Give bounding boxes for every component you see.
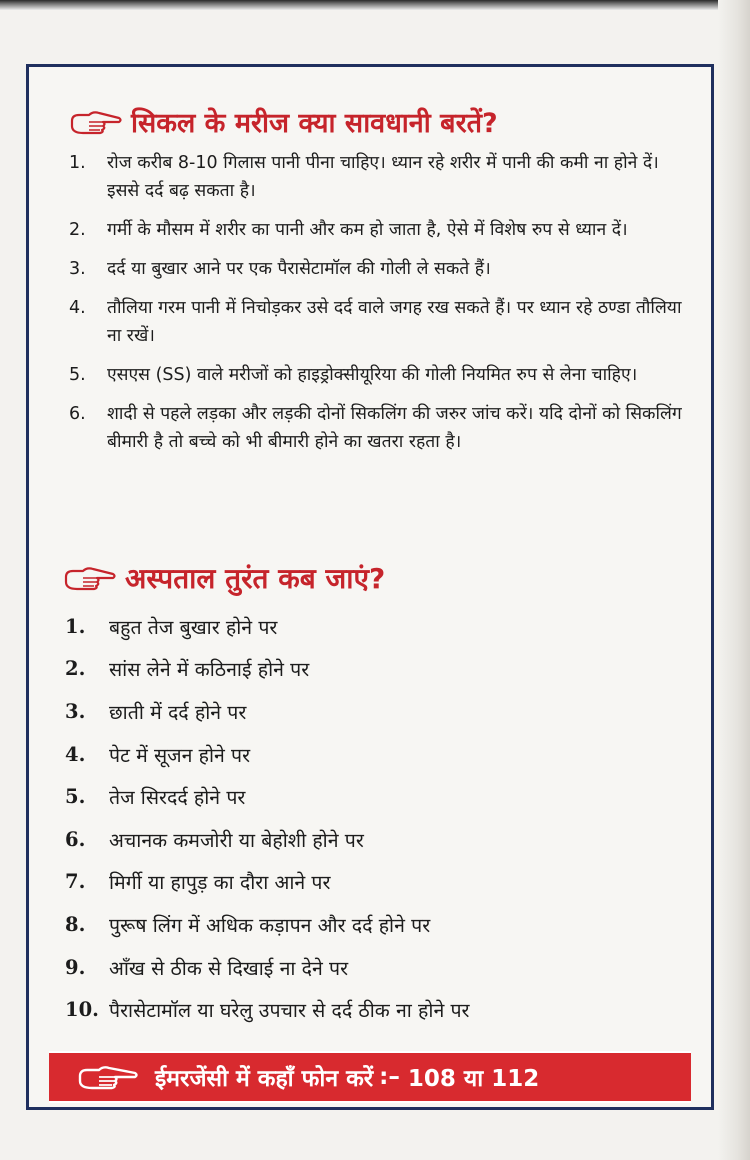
- list-item: [69, 255, 689, 283]
- item-text: एसएस (SS) वाले मरीजों को हाइड्रोक्सीयूरिया की गोली नियमित रुप से लेना चाहिए।: [107, 365, 638, 385]
- emergency-separator: :–: [379, 1064, 400, 1090]
- item-text: पेट में सूजन होने पर: [109, 743, 251, 767]
- precautions-list: [69, 149, 689, 467]
- item-number: 2.: [69, 220, 86, 240]
- item-text: सांस लेने में कठिनाई होने पर: [109, 658, 310, 682]
- item-text: शादी से पहले लड़का और लड़की दोनों सिकलिंग की जरुर जांच करें। यदि दोनों को सिकलिंग बीमारी है तो बच्चे को भी बीमारी होने का खतरा रहता है।: [107, 404, 682, 452]
- list-item: [69, 216, 689, 244]
- item-number: 3.: [65, 699, 86, 723]
- section-title: अस्पताल तुरंत कब जाएं?: [125, 562, 386, 595]
- item-number: 10.: [65, 998, 99, 1022]
- page-edge-top: [0, 0, 750, 10]
- list-item: [69, 294, 689, 350]
- item-text: पैरासेटामॉल या घरेलु उपचार से दर्द ठीक ना होने पर: [109, 999, 470, 1023]
- item-number: 9.: [65, 955, 86, 979]
- item-text: रोज करीब 8-10 गिलास पानी पीना चाहिए। ध्यान रहे शरीर में पानी की कमी ना होने दें। इससे दर्द बढ़ सकता है।: [107, 153, 659, 201]
- list-item: [65, 946, 685, 989]
- item-text: दर्द या बुखार आने पर एक पैरासेटामॉल की गोली ले सकते हैं।: [107, 259, 491, 279]
- item-number: 3.: [69, 259, 86, 279]
- content-frame: [26, 64, 714, 1110]
- item-text: छाती में दर्द होने पर: [109, 700, 247, 724]
- item-number: 1.: [65, 614, 86, 638]
- list-item: [69, 361, 689, 389]
- item-number: 6.: [69, 404, 86, 424]
- list-item: [65, 818, 685, 861]
- item-text: तेज सिरदर्द होने पर: [109, 786, 246, 810]
- item-number: 7.: [65, 870, 86, 894]
- list-item: [65, 733, 685, 776]
- pointing-hand-icon: [69, 107, 123, 137]
- list-item: [65, 903, 685, 946]
- item-text: पुरूष लिंग में अधिक कड़ापन और दर्द होने पर: [109, 913, 431, 937]
- section-heading-hospital: [63, 559, 385, 597]
- item-number: 5.: [65, 785, 86, 809]
- item-text: तौलिया गरम पानी में निचोड़कर उसे दर्द वाले जगह रख सकते हैं। पर ध्यान रहे ठण्डा तौलिया ना रखें।: [107, 298, 682, 346]
- emergency-numbers: 108 या 112: [407, 1066, 540, 1092]
- pointing-hand-icon: [63, 563, 117, 593]
- pointing-hand-icon: [77, 1062, 139, 1092]
- item-text: गर्मी के मौसम में शरीर का पानी और कम हो जाता है, ऐसे में विशेष रुप से ध्यान दें।: [107, 220, 628, 240]
- page-edge-right: [718, 0, 750, 1160]
- list-item: [69, 149, 689, 205]
- item-text: मिर्गी या हापुड़ का दौरा आने पर: [109, 871, 331, 895]
- item-number: 1.: [69, 153, 86, 173]
- list-item: [65, 775, 685, 818]
- item-number: 6.: [65, 827, 86, 851]
- item-number: 5.: [69, 365, 86, 385]
- list-item: [65, 648, 685, 691]
- item-number: 4.: [65, 742, 86, 766]
- list-item: [65, 861, 685, 904]
- item-number: 8.: [65, 912, 86, 936]
- list-item: [65, 988, 685, 1031]
- list-item: [65, 690, 685, 733]
- emergency-banner: [49, 1051, 691, 1103]
- hospital-list: [65, 605, 685, 1031]
- item-text: बहुत तेज बुखार होने पर: [109, 615, 278, 639]
- section-title: सिकल के मरीज क्या सावधानी बरतें?: [131, 108, 498, 139]
- item-number: 2.: [65, 657, 86, 681]
- emergency-label: ईमरजेंसी में कहाँ फोन करें: [155, 1066, 374, 1092]
- list-item: [69, 400, 689, 456]
- item-text: अचानक कमजोरी या बेहोशी होने पर: [109, 828, 364, 852]
- item-text: आँख से ठीक से दिखाई ना देने पर: [109, 956, 349, 980]
- list-item: [65, 605, 685, 648]
- section-heading-precautions: [69, 103, 498, 140]
- item-number: 4.: [69, 298, 86, 318]
